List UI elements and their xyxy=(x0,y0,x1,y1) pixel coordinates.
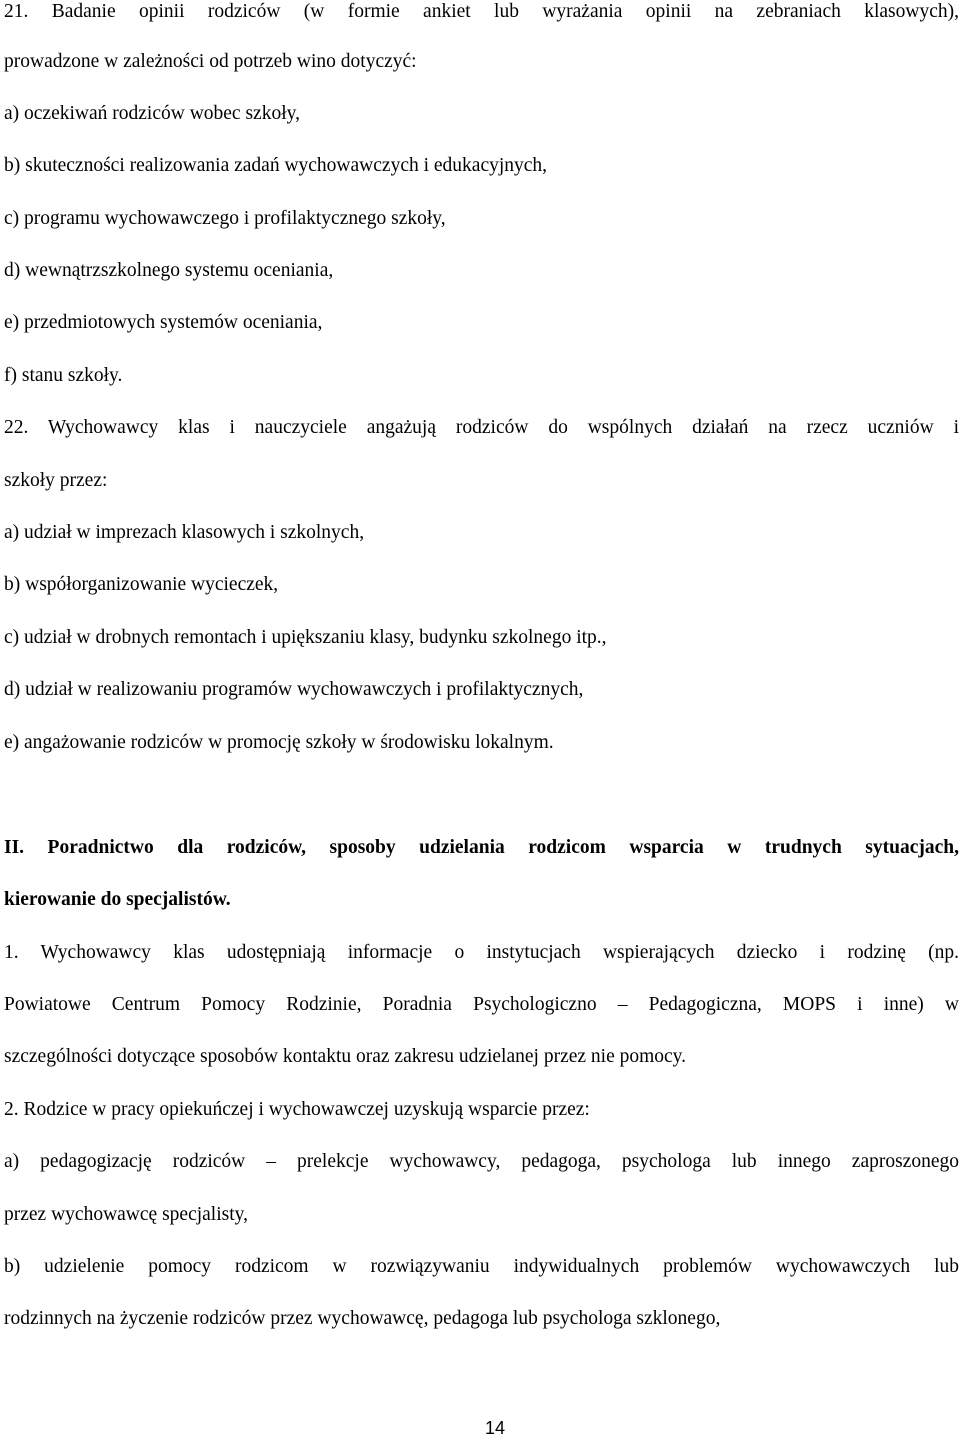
item-21-b: b) skuteczności realizowania zadań wychowawczych i edukacyjnych, xyxy=(4,155,548,176)
item-22-c: c) udział w drobnych remontach i upiększaniu klasy, budynku szkolnego itp., xyxy=(4,627,607,648)
item-22-a: a) udział w imprezach klasowych i szkolnych, xyxy=(4,522,365,543)
item-22-line-1: 22. Wychowawcy klas i nauczyciele angażują rodziców do wspólnych działań na rzecz uczniów i xyxy=(4,417,959,438)
item-22-d: d) udział w realizowaniu programów wychowawczych i profilaktycznych, xyxy=(4,679,584,700)
item-21-e: e) przedmiotowych systemów oceniania, xyxy=(4,312,323,333)
item-22-e: e) angażowanie rodziców w promocję szkoły w środowisku lokalnym. xyxy=(4,732,554,753)
section-ii-item-1-line-1: 1. Wychowawcy klas udostępniają informacje o instytucjach wspierających dziecko i rodzinę (np. xyxy=(4,942,959,963)
item-21-line-2: prowadzone w zależności od potrzeb wino dotyczyć: xyxy=(4,51,417,72)
section-ii-item-2-b-line-2: rodzinnych na życzenie rodziców przez wychowawcę, pedagoga lub psychologa szklonego, xyxy=(4,1308,721,1329)
page-number: 14 xyxy=(484,1418,506,1438)
section-ii-heading-line-1: II. Poradnictwo dla rodziców, sposoby udzielania rodzicom wsparcia w trudnych sytuacjach, xyxy=(4,837,959,858)
item-22-line-2: szkoły przez: xyxy=(4,470,108,491)
section-ii-item-2-a-line-2: przez wychowawcę specjalisty, xyxy=(4,1204,248,1225)
item-22-b: b) współorganizowanie wycieczek, xyxy=(4,574,279,595)
section-ii-heading-line-2: kierowanie do specjalistów. xyxy=(4,889,231,910)
section-ii-item-2-line-1: 2. Rodzice w pracy opiekuńczej i wychowawczej uzyskują wsparcie przez: xyxy=(4,1099,590,1120)
section-ii-item-1-line-3: szczególności dotyczące sposobów kontaktu oraz zakresu udzielanej przez nie pomocy. xyxy=(4,1046,687,1067)
section-ii-item-2-a-line-1: a) pedagogizację rodziców – prelekcje wychowawcy, pedagoga, psychologa lub innego zaproszonego xyxy=(4,1151,959,1172)
item-21-c: c) programu wychowawczego i profilaktycznego szkoły, xyxy=(4,208,446,229)
item-21-d: d) wewnątrzszkolnego systemu oceniania, xyxy=(4,260,334,281)
section-ii-item-1-line-2: Powiatowe Centrum Pomocy Rodzinie, Poradnia Psychologiczno – Pedagogiczna, MOPS i inne) w xyxy=(4,994,959,1015)
section-ii-item-2-b-line-1: b) udzielenie pomocy rodzicom w rozwiązywaniu indywidualnych problemów wychowawczych lub xyxy=(4,1256,959,1277)
item-21-line-1: 21. Badanie opinii rodziców (w formie ankiet lub wyrażania opinii na zebraniach klasowych), xyxy=(4,1,959,22)
item-21-a: a) oczekiwań rodziców wobec szkoły, xyxy=(4,103,300,124)
item-21-f: f) stanu szkoły. xyxy=(4,365,123,386)
